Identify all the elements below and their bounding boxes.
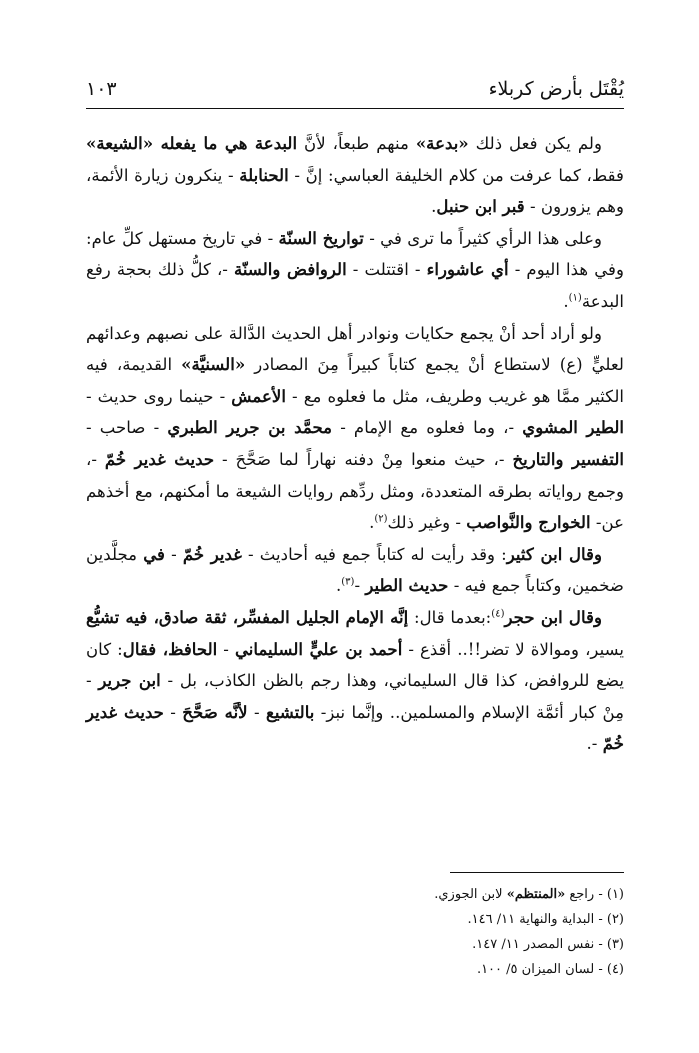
bold-text: حديث غدير خُمّ <box>86 701 624 754</box>
bold-text: بالتشيع <box>266 701 315 722</box>
text-run: مجلَّدين ضخمين، وكتاباً جمع فيه - <box>86 544 624 596</box>
bold-text: حديث الطير <box>365 575 449 596</box>
paragraph <box>86 602 624 760</box>
bold-text: إنَّه الإمام الجليل المفسِّر، ثقة صادق، فيه تشيُّع <box>86 606 409 627</box>
page-number: ١٠٣ <box>86 78 117 100</box>
footnote <box>86 932 624 957</box>
text-run: -، وما فعلوه مع الإمام - <box>332 418 523 438</box>
text-run: : كان يضع للروافض، كذا قال السليماني، وهذا رجم بالظن الكاذب، بل - <box>86 639 624 691</box>
bold-text: غدير خُمّ <box>182 543 242 564</box>
text-run: - وغير ذلك <box>387 513 467 533</box>
text-run: - ينكرون زيارة الأئمة، وهم يزورون - <box>86 165 624 217</box>
bold-text: الحنابلة <box>239 164 289 185</box>
text-run: ولو أراد أحد أنْ يجمع حكايات ونوادر أهل الحديث الدَّالة على نصبهم وعدائهم لعليٍّ (ع) لاستطاع أنْ يجمع كتاباً كبيراً مِنَ المصادر <box>86 323 624 375</box>
footnote <box>86 957 624 982</box>
main-text <box>86 128 624 760</box>
text-run: (١) - راجع <box>565 887 624 902</box>
bold-text: محمَّد بن جرير الطبري <box>167 417 333 438</box>
footnote <box>86 882 624 907</box>
running-title: يُقْتَل بأرض كربلاء <box>488 78 624 100</box>
bold-text: البدعة هي ما يفعله «الشيعة» <box>86 133 298 153</box>
bold-text: في <box>143 543 165 564</box>
text-run: - في تاريخ مستهل كلِّ عام: وفي هذا اليوم - <box>86 228 624 280</box>
text-run: - <box>164 544 183 564</box>
bold-text: الروافض والسنّة <box>234 259 347 280</box>
bold-text: الطير المشوي <box>522 417 624 438</box>
text-run: : وقد رأيت له كتاباً جمع فيه أحاديث - <box>241 544 507 564</box>
bold-text: أحمد بن عليٍّ السليماني <box>234 638 403 659</box>
text-run: (٣) - نفس المصدر ١١/ ١٤٧. <box>472 937 624 952</box>
text-run: - حينما روى حديث - <box>86 386 232 406</box>
text-run: - مِنْ كبار أئمَّة الإسلام والمسلمين.. وإنَّما نبز- <box>86 671 625 722</box>
text-run: (٤) - لسان الميزان ٥/ ١٠٠. <box>476 962 624 977</box>
footnote-marker: (٣) <box>341 576 355 588</box>
bold-text: «المنتظم» <box>506 887 566 902</box>
text-run: فقط، كما عرفت من كلام الخليفة العباسي: إنَّ - <box>288 165 624 185</box>
bold-text: التفسير والتاريخ <box>512 448 624 469</box>
footnote-marker: (١) <box>568 292 582 304</box>
footnote-marker: (٤) <box>491 608 505 620</box>
bold-text: «بدعة» <box>415 133 469 153</box>
text-run: . <box>563 291 569 311</box>
text-run: -، وجمع رواياته بطرقه المتعددة، ومثل ردِّهم روايات الشيعة ما أمكنهم، مع أخذهم عن- <box>86 449 624 533</box>
bold-text: وقال ابن كثير <box>506 543 603 564</box>
text-run: (٢) - البداية والنهاية ١١/ ١٤٦. <box>467 912 624 927</box>
text-run: - <box>354 576 366 596</box>
text-run: . <box>335 576 342 596</box>
bold-text: لأنَّه صَحَّحَ <box>182 701 248 722</box>
paragraph <box>86 223 624 318</box>
paragraph <box>86 128 624 223</box>
text-run: - <box>163 702 183 722</box>
paragraph <box>86 539 624 602</box>
bold-text: تواريخ السنّة <box>278 227 364 248</box>
bold-text: أي عاشوراء <box>426 259 509 280</box>
text-run: :بعدما قال: <box>408 607 492 627</box>
bold-text: الحافظ، فقال <box>122 638 218 659</box>
footnote-marker: (٢) <box>374 513 388 525</box>
footnote <box>86 907 624 932</box>
text-run: . <box>369 513 375 533</box>
text-run: -، كلُّ ذلك بحجة رفع البدعة <box>86 260 624 311</box>
text-run: منهم طبعاً، لأنَّ <box>297 134 416 153</box>
text-run: - <box>247 702 267 722</box>
text-run: يسير، وموالاة لا تضر!!.. أقذع - <box>402 639 625 659</box>
text-run: -، حيث منعوا مِنْ دفنه نهاراً لما صَحَّحَ - <box>214 449 513 469</box>
text-run: . <box>431 197 437 217</box>
bold-text: الخوارج والنَّواصب <box>466 512 591 533</box>
text-run: لابن الجوزي. <box>434 887 507 902</box>
bold-text: حديث غدير خُمّ <box>104 448 215 469</box>
text-run: ولم يكن فعل ذلك <box>468 134 602 153</box>
text-run: -. <box>586 734 603 754</box>
bold-text: ابن جرير <box>98 670 161 691</box>
paragraph <box>86 318 624 539</box>
text-run: وعلى هذا الرأي كثيراً ما ترى في - <box>363 228 602 248</box>
bold-text: «السنيَّة» <box>181 354 246 375</box>
text-run: - صاحب - <box>86 418 168 438</box>
footnote-rule <box>450 872 624 873</box>
header-rule <box>86 108 624 109</box>
footnotes <box>86 882 624 982</box>
text-run: - اقتتلت - <box>346 260 427 280</box>
bold-text: الأعمش <box>231 385 286 406</box>
bold-text: وقال ابن حجر <box>504 606 602 627</box>
text-run: القديمة، فيه الكثير ممَّا هو غريب وطريف، مثل ما فعلوه مع - <box>86 355 625 406</box>
page-header <box>86 74 624 104</box>
bold-text: قبر ابن حنبل <box>436 196 525 217</box>
text-run: - <box>217 639 235 659</box>
